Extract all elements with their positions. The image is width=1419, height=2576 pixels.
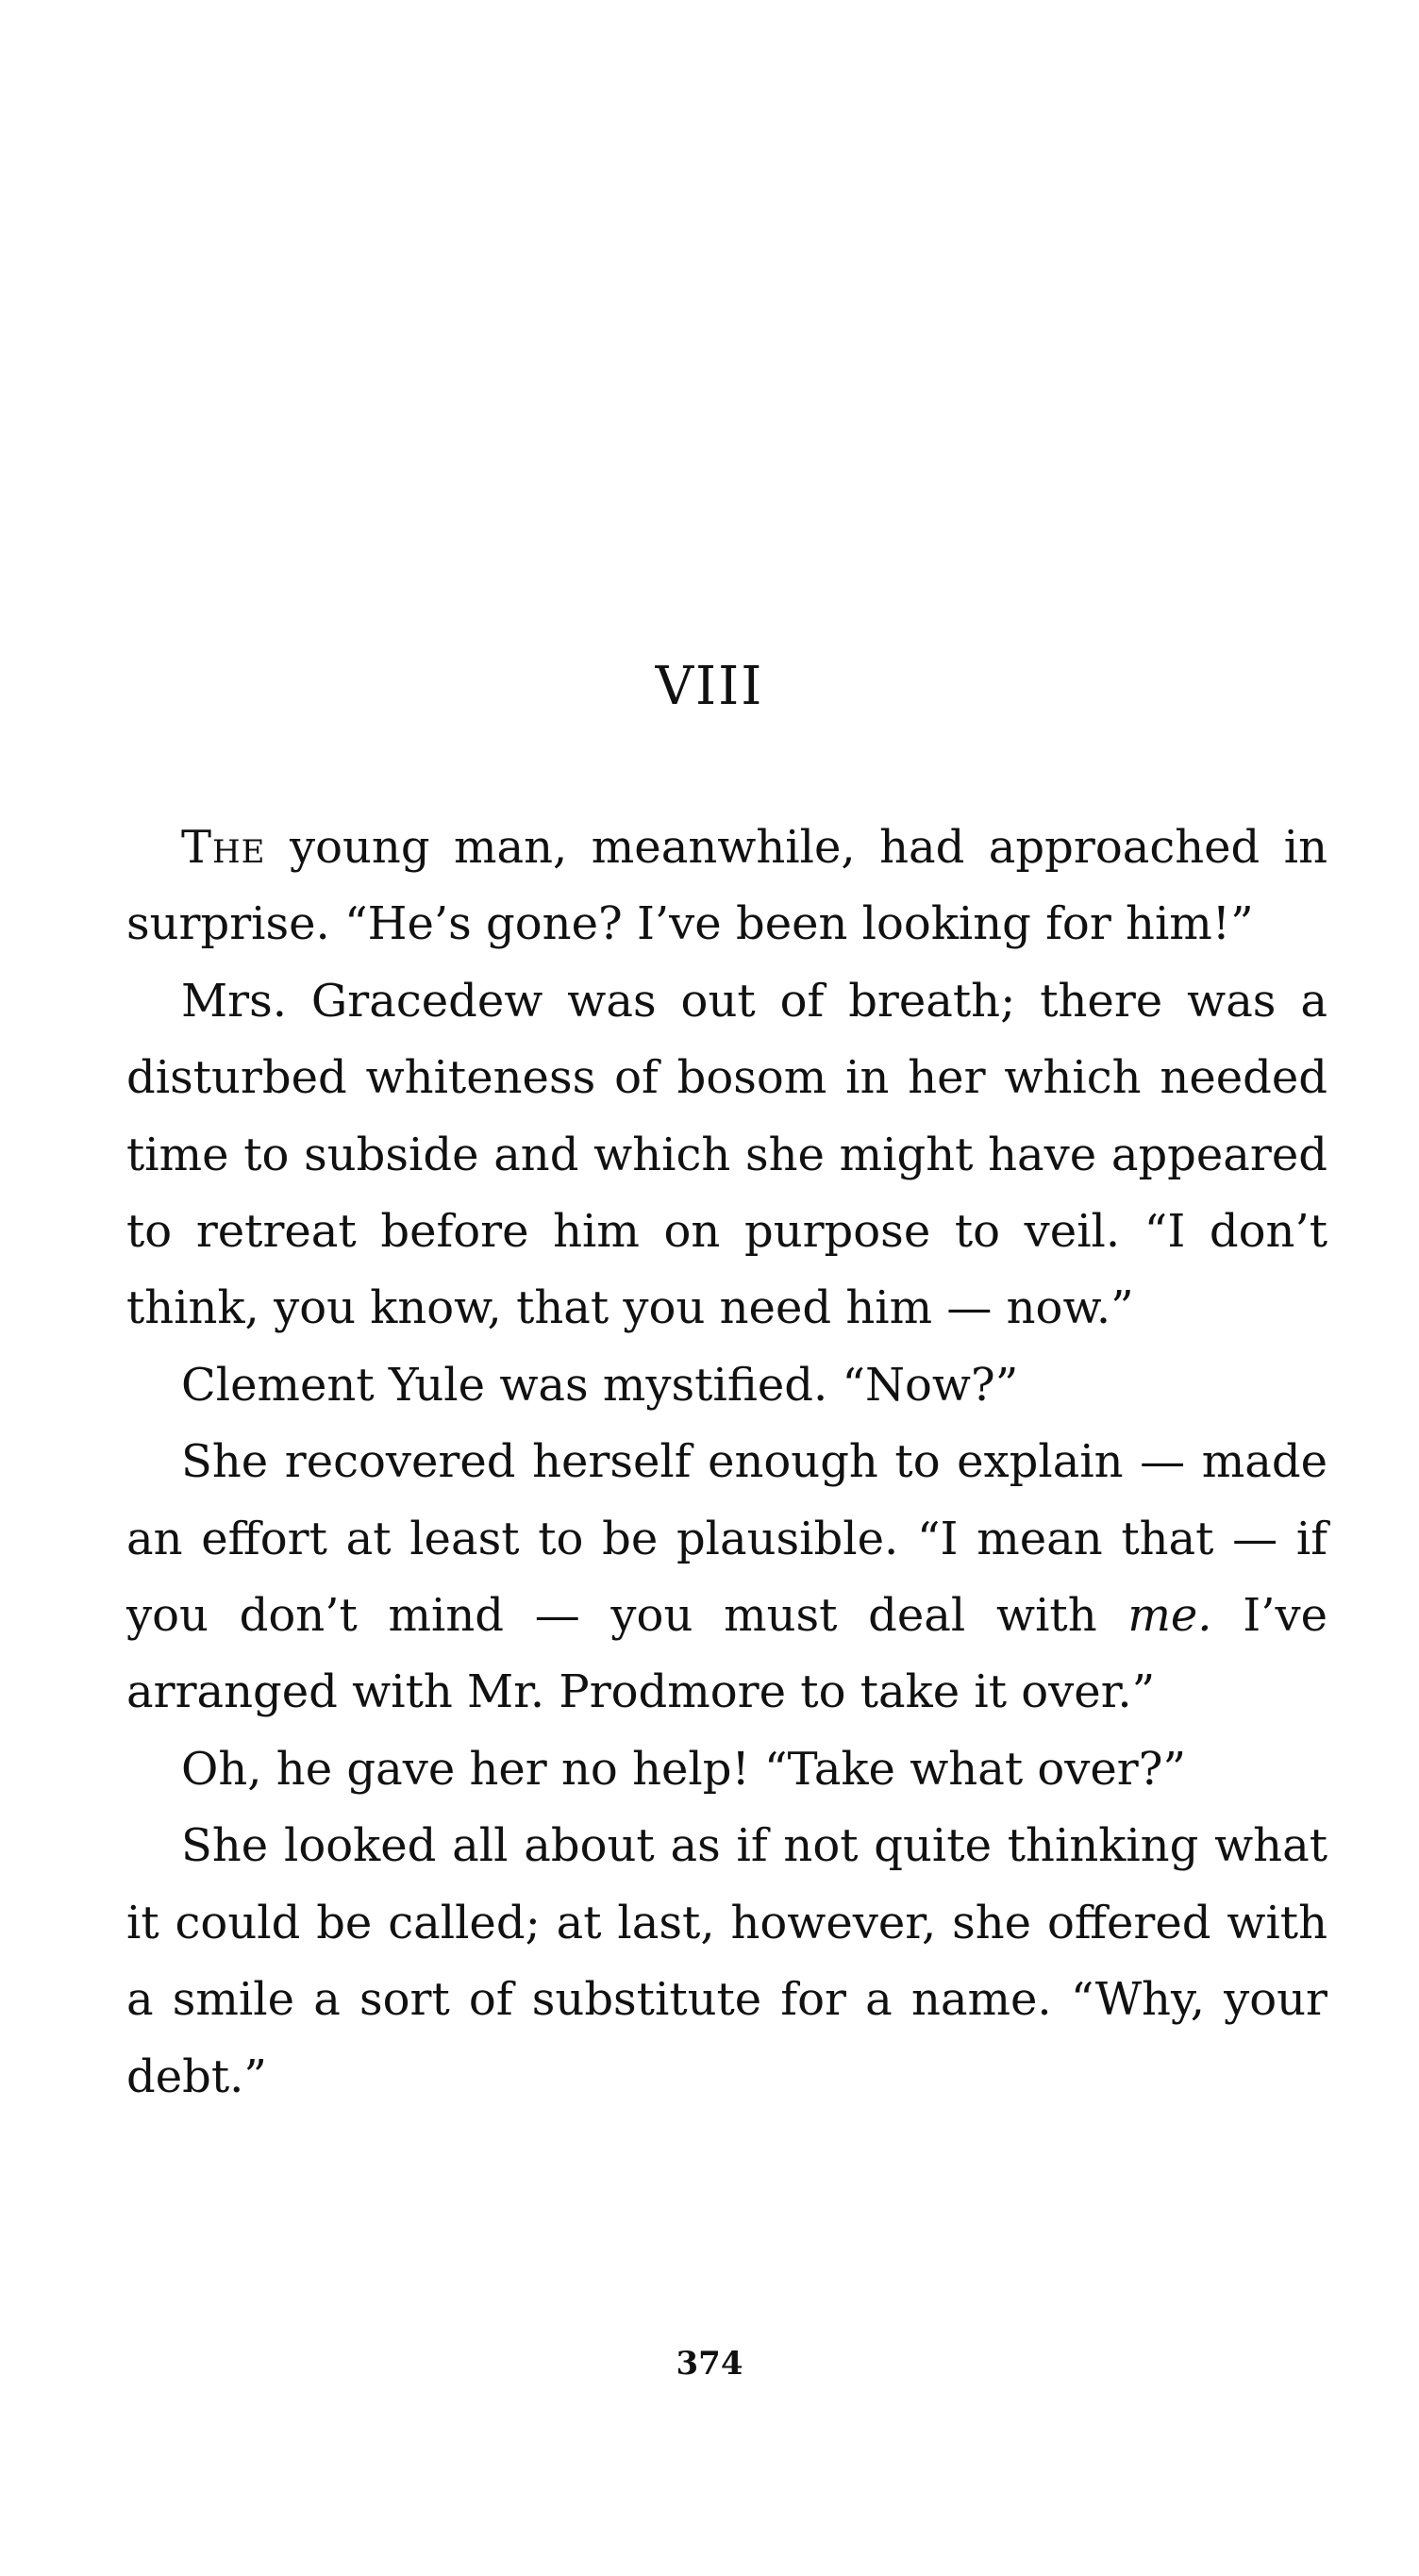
paragraph-text: I’ve arranged with Mr. Prodmore to take it over.” [126,1589,1328,1719]
chapter-heading: VIII [655,656,764,717]
paragraph-text: young man, meanwhile, had approached in surprise. “He’s gone? I’ve been looking for him!” [126,821,1327,951]
page-number: 374 [676,2345,743,2383]
paragraph-4 [126,1424,1327,1731]
paragraph-text: She recovered herself enough to explain — made an effort at least to be plausible. “I mean that — if you don’t mind — you must deal with [126,1435,1327,1643]
paragraph-5: Oh, he gave her no help! “Take what over?” [181,1742,1187,1796]
body-text [126,810,1327,2116]
paragraph-6: She looked all about as if not quite thinking what it could be called; at last, however, she offered with a smile a sort of substitute for a name. “Why, your debt.” [126,1819,1327,2103]
paragraph-3: Clement Yule was mystified. “Now?” [181,1358,1019,1412]
emphasis-me: me. [1127,1589,1212,1643]
paragraph-1 [126,810,1327,963]
paragraph-lead-word: The [181,821,266,874]
paragraph-2: Mrs. Gracedew was out of breath; there was a disturbed whiteness of bosom in her which needed time to subside and which she might have appeared to retreat before him on purpose to veil. “I don’t think, you know, that you need him — now.” [126,974,1327,1335]
